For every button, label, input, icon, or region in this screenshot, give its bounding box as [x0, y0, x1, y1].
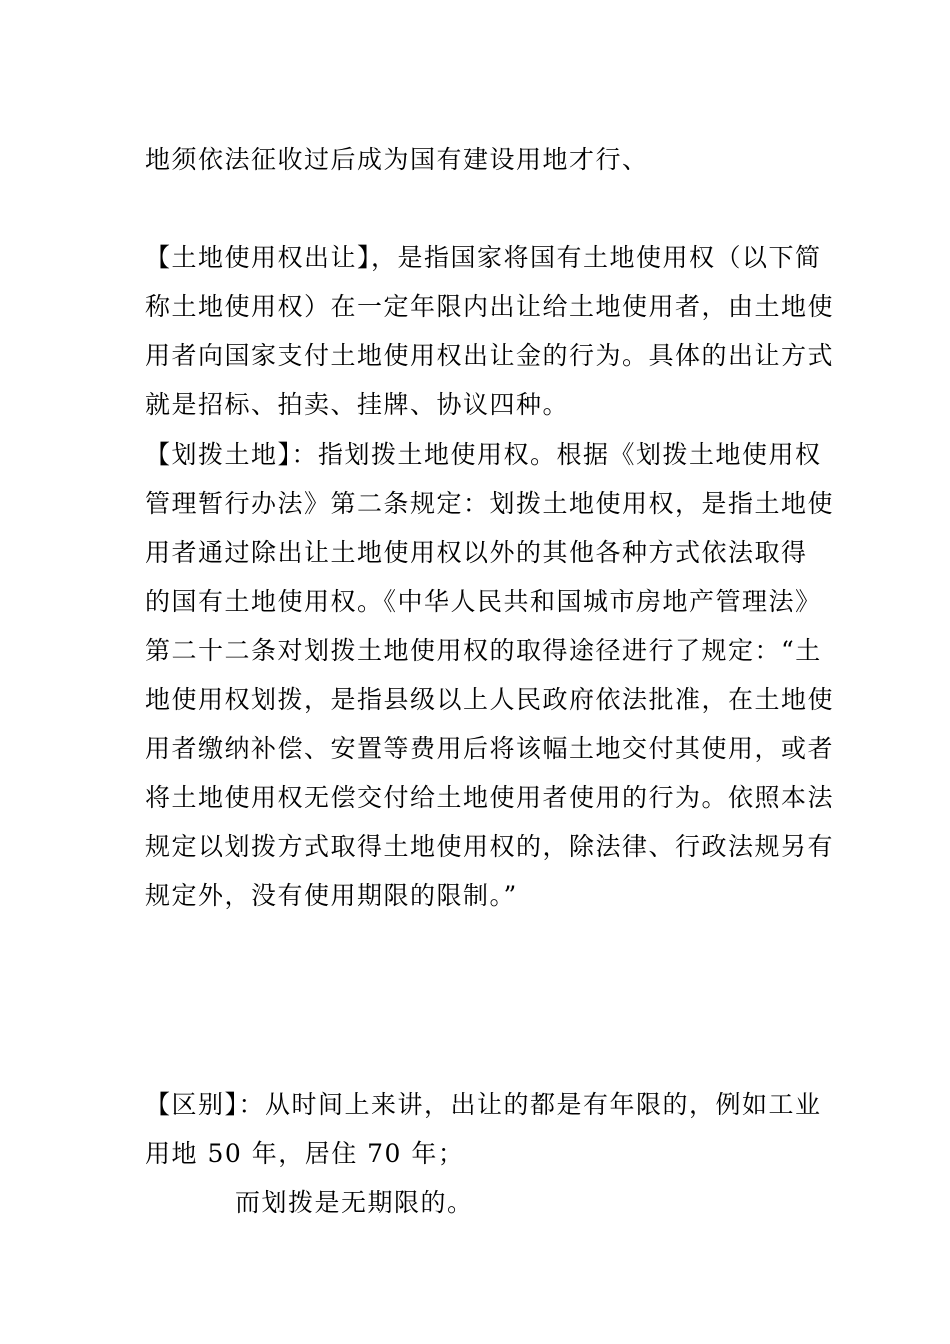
text-line: 而划拨是无期限的。: [235, 1188, 474, 1217]
text-line: 【区别】：从时间上来讲，出让的都是有年限的，例如工业: [145, 1090, 822, 1119]
text-line: 的国有土地使用权。《中华人民共和国城市房地产管理法》: [145, 587, 822, 616]
text-line: 地使用权划拨，是指县级以上人民政府依法批准，在土地使: [145, 685, 835, 714]
text-line: 地须依法征收过后成为国有建设用地才行、: [145, 145, 649, 174]
text-line: 用地 50 年，居住 70 年；: [145, 1139, 465, 1168]
text-line: 用者缴纳补偿、安置等费用后将该幅土地交付其使用，或者: [145, 734, 835, 763]
text-line: 管理暂行办法》第二条规定：划拨土地使用权，是指土地使: [145, 489, 835, 518]
text-line: 称土地使用权）在一定年限内出让给土地使用者，由土地使: [145, 292, 835, 321]
text-line: 【土地使用权出让】，是指国家将国有土地使用权（以下简: [145, 243, 822, 272]
text-line: 用者通过除出让土地使用权以外的其他各种方式依法取得: [145, 538, 808, 567]
text-line: 规定以划拨方式取得土地使用权的，除法律、行政法规另有: [145, 832, 835, 861]
text-line: 【划拨土地】：指划拨土地使用权。根据《划拨土地使用权: [145, 440, 822, 469]
text-line: 第二十二条对划拨土地使用权的取得途径进行了规定：“土: [145, 636, 822, 665]
text-line: 规定外，没有使用期限的限制。”: [145, 881, 518, 910]
text-line: 就是招标、拍卖、挂牌、协议四种。: [145, 390, 570, 419]
text-line: 将土地使用权无偿交付给土地使用者使用的行为。依照本法: [145, 783, 835, 812]
text-line: 用者向国家支付土地使用权出让金的行为。具体的出让方式: [145, 341, 835, 370]
